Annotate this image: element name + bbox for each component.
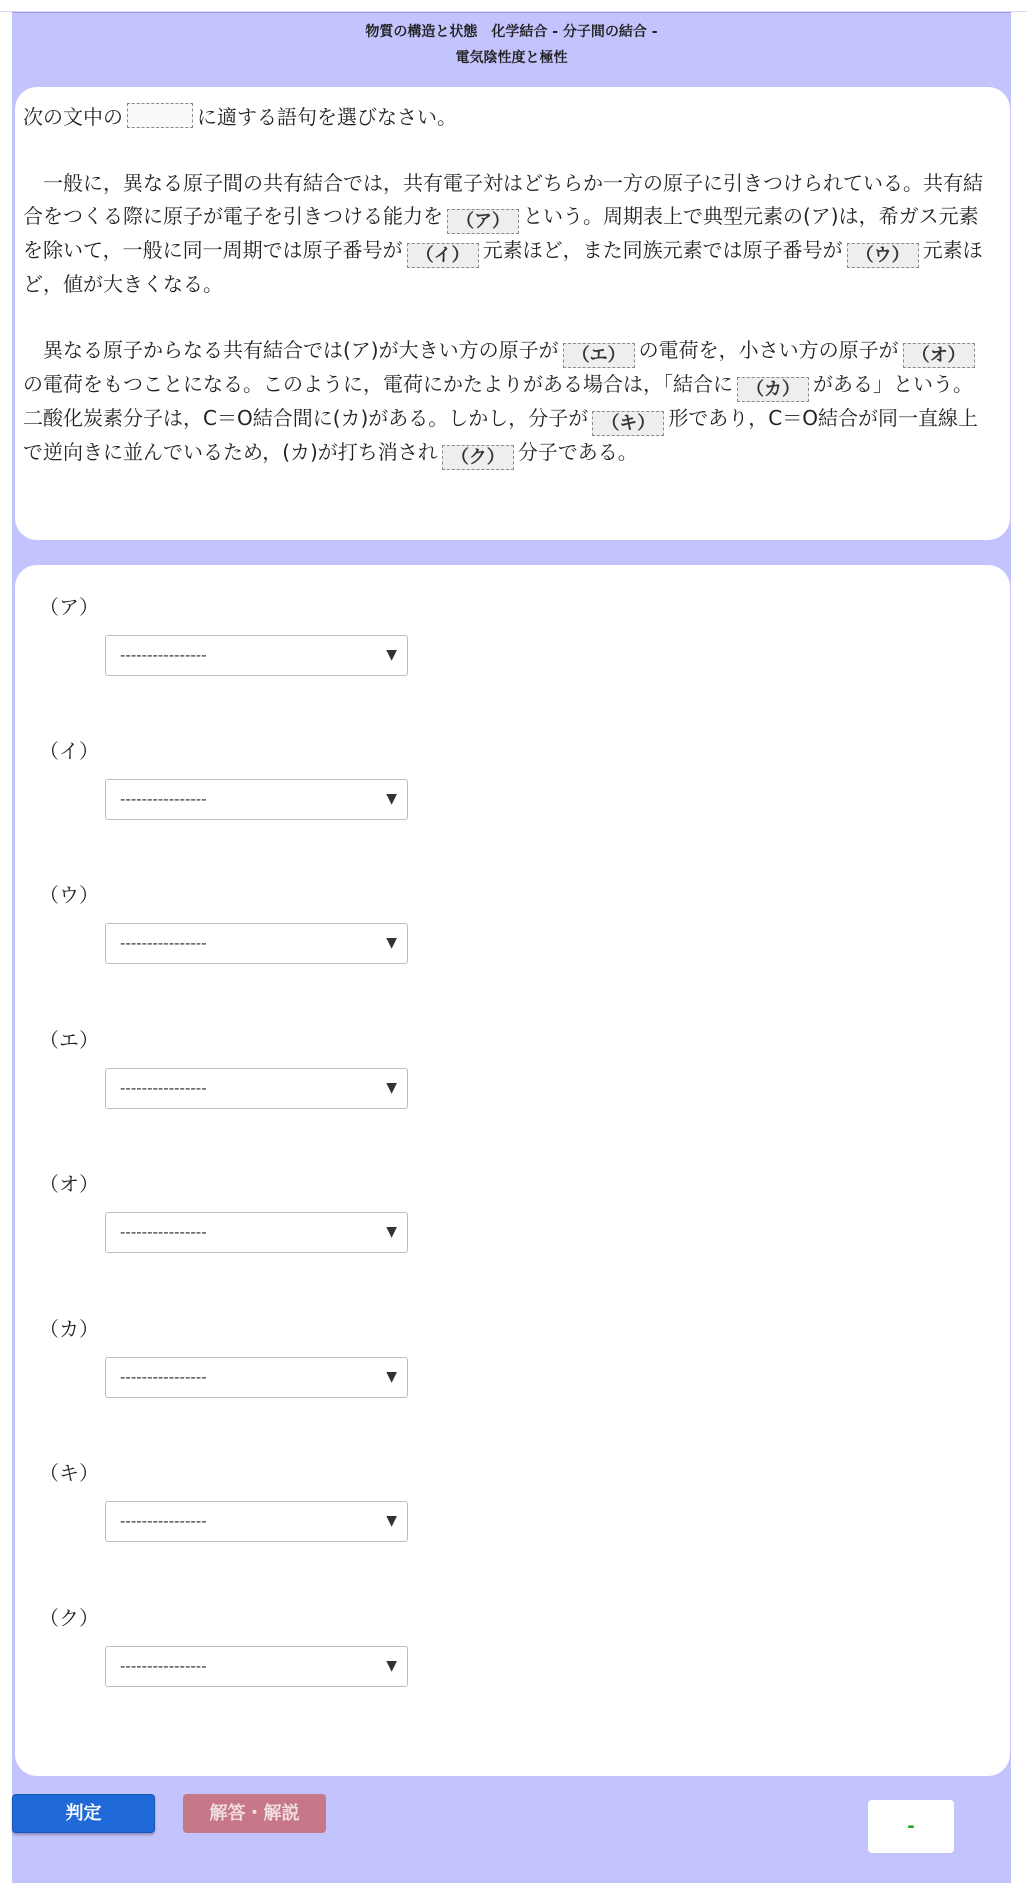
select-value: ---------------- — [120, 646, 207, 664]
question-card — [15, 87, 1010, 540]
p1-text-c: 元素ほど，また同族元素では原子番号が — [482, 238, 843, 262]
answer-label: （エ） — [39, 1028, 99, 1052]
chevron-down-icon: ▼ — [386, 1513, 397, 1529]
p2-text-f: 分子である。 — [517, 440, 638, 464]
page-title — [12, 19, 1011, 71]
blank-e: （エ） — [563, 343, 635, 368]
blank-ki: （キ） — [592, 411, 664, 436]
chevron-down-icon: ▼ — [386, 935, 397, 951]
p2-text-d: がある」という。二酸化炭素分子は，C＝O結合間に(カ)がある。しかし，分子が — [23, 372, 973, 430]
title-line-2: 電気陰性度と極性 — [455, 50, 568, 66]
chevron-down-icon: ▼ — [386, 1080, 397, 1096]
answer-select-o[interactable] — [105, 1212, 408, 1253]
p1-text-b: という。周期表上で典型元素の(ア)は，希ガス元素を除いて，一般に同一周期では原子番号が — [23, 204, 979, 262]
answer-label: （オ） — [39, 1172, 99, 1196]
paragraph-2 — [23, 334, 990, 470]
chevron-down-icon: ▼ — [386, 1658, 397, 1674]
instruction-text: 次の文中の — [23, 105, 123, 129]
select-value: ---------------- — [120, 1368, 207, 1386]
blank-ku: （ク） — [442, 445, 514, 470]
answer-item-e — [39, 1028, 397, 1097]
blank-i: （イ） — [407, 243, 479, 268]
answer-select-a[interactable] — [105, 635, 408, 676]
answer-item-o — [39, 1172, 397, 1241]
answer-card — [15, 565, 1010, 1776]
answer-select-u[interactable] — [105, 923, 408, 964]
select-value: ---------------- — [120, 1657, 207, 1675]
answer-label: （ウ） — [39, 883, 99, 907]
chevron-down-icon: ▼ — [386, 791, 397, 807]
chevron-down-icon: ▼ — [386, 1369, 397, 1385]
blank-sample — [127, 103, 193, 128]
answer-select-i[interactable] — [105, 779, 408, 820]
blank-a: （ア） — [447, 209, 519, 234]
answer-label: （キ） — [39, 1461, 99, 1485]
p2-text-b: の電荷を，小さい方の原子が — [638, 338, 899, 362]
answer-item-a — [39, 595, 397, 664]
answer-select-ka[interactable] — [105, 1357, 408, 1398]
result-display: - — [868, 1800, 954, 1853]
instruction-text-end: に適する語句を選びなさい。 — [197, 105, 457, 129]
answer-select-ku[interactable] — [105, 1646, 408, 1687]
answer-item-ki — [39, 1461, 397, 1530]
answer-item-i — [39, 739, 397, 808]
judge-button[interactable]: 判定 — [12, 1794, 155, 1833]
p2-text-c: の電荷をもつことになる。このように，電荷にかたよりがある場合は，「結合に — [23, 372, 733, 396]
select-value: ---------------- — [120, 1223, 207, 1241]
quiz-frame — [12, 12, 1011, 1883]
answer-label: （イ） — [39, 739, 99, 763]
title-line-1: 物質の構造と状態 化学結合 - 分子間の結合 - — [365, 24, 658, 40]
answer-item-u — [39, 883, 397, 952]
answer-select-e[interactable] — [105, 1068, 408, 1109]
answer-item-ka — [39, 1317, 397, 1386]
select-value: ---------------- — [120, 1079, 207, 1097]
answer-explanation-button[interactable]: 解答・解説 — [183, 1794, 326, 1833]
blank-ka: （カ） — [737, 377, 809, 402]
select-value: ---------------- — [120, 934, 207, 952]
answer-label: （ア） — [39, 595, 99, 619]
answer-label: （カ） — [39, 1317, 99, 1341]
p1-text-d: 元素ほど，値が大きくなる。 — [23, 238, 983, 296]
chevron-down-icon: ▼ — [386, 1224, 397, 1240]
p2-text-e: 形であり，C＝O結合が同一直線上で逆向きに並んでいるため，(カ)が打ち消され — [23, 406, 979, 464]
answer-label: （ク） — [39, 1606, 99, 1630]
blank-o: （オ） — [903, 343, 975, 368]
answer-select-ki[interactable] — [105, 1501, 408, 1542]
p2-text-a: 異なる原子からなる共有結合では(ア)が大きい方の原子が — [43, 338, 559, 362]
p1-text-a: 一般に，異なる原子間の共有結合では，共有電子対はどちらか一方の原子に引きつけられている。共有結合をつくる際に原子が電子を引きつける能力を — [23, 171, 983, 228]
paragraph-1 — [23, 167, 990, 301]
select-value: ---------------- — [120, 790, 207, 808]
select-value: ---------------- — [120, 1512, 207, 1530]
instruction — [23, 101, 990, 134]
chevron-down-icon: ▼ — [386, 647, 397, 663]
answer-item-ku — [39, 1606, 397, 1675]
blank-u: （ウ） — [847, 243, 919, 268]
